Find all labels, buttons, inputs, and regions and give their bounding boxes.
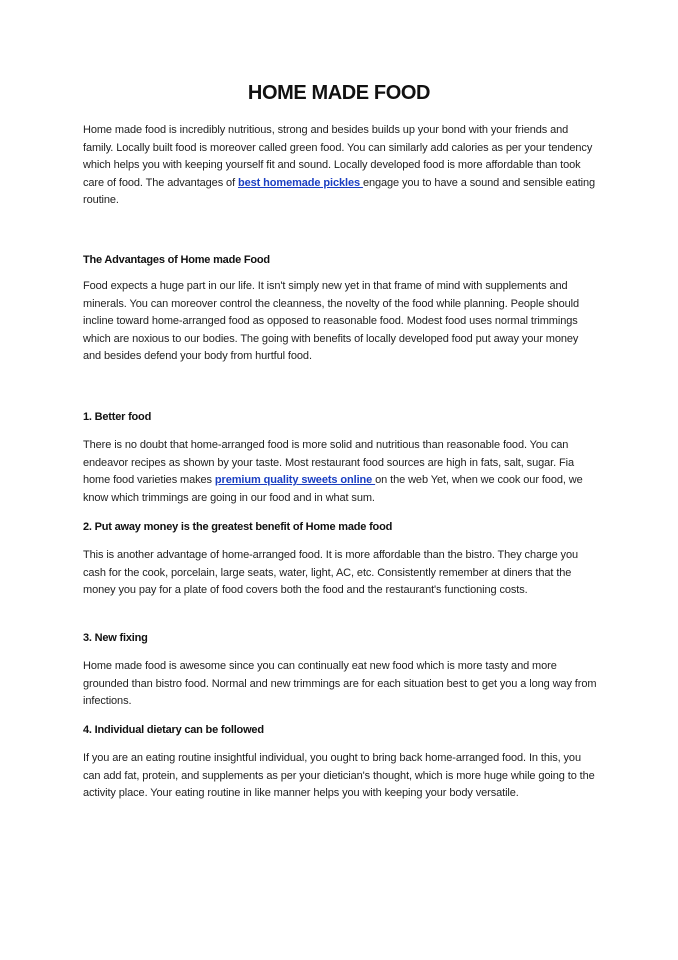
advantages-heading: The Advantages of Home made Food [83, 254, 270, 266]
section-1-text-before: There is no doubt that home-arranged food is more solid and nutritious than reasonable food. You can endeavor recipes as shown by your taste. Most restaurant food sources are high in fats, salt, sugar. Fia home food varieties makes [83, 439, 574, 486]
intro-text-after: engage you to have a sound and sensible eating routine. [83, 176, 596, 206]
page-title: HOME MADE FOOD [247, 82, 431, 104]
section-2-heading: 2. Put away money is the greatest benefit of Home made food [83, 521, 393, 533]
pickles-link[interactable]: best homemade pickles [237, 176, 363, 189]
section-3-heading: 3. New fixing [83, 632, 148, 644]
section-1-text-after: on the web Yet, when we cook our food, we know which trimmings are going in our food and in what sum. [83, 474, 583, 504]
sweets-link[interactable]: premium quality sweets online [214, 474, 376, 486]
section-4-paragraph: If you are an eating routine insightful individual, you ought to bring back home-arranged food. In this, you can add fat, protein, and supplements as per your dietician's thought, which is more huge while going to the activity place. Your eating routine in like manner helps you with keeping your body versatile. [83, 752, 595, 799]
advantages-paragraph: Food expects a huge part in our life. It isn't simply new yet in that frame of mind with supplements and minerals. You can moreover control the cleanness, the novelty of the food while planning. People should incline toward home-arranged food as opposed to reasonable food. Modest food uses normal trimmings which are noxious to our bodies. The going with benefits of locally developed food put away your money and besides defend your body from hurtful food. [83, 280, 580, 362]
section-2-paragraph: This is another advantage of home-arranged food. It is more affordable than the bistro. They charge you cash for the cook, porcelain, large seats, water, light, AC, etc. Consistently remember at diners that the money you pay for a plate of food covers both the food and the restaurant's functioning costs. [83, 549, 578, 596]
section-3-paragraph: Home made food is awesome since you can continually eat new food which is more tasty and more grounded than bistro food. Normal and new trimmings are for each situation best to get you a long way from infections. [83, 660, 597, 707]
intro-text-before: Home made food is incredibly nutritious, strong and besides builds up your bond with your friends and family. Locally built food is moreover called green food. You can similarly add calories as per your tendency which helps you with keeping yourself fit and sound. Locally developed food is more affordable than took care of food. The advantages of [83, 124, 593, 189]
intro-paragraph [83, 122, 597, 210]
section-1-paragraph [83, 437, 597, 507]
section-1-heading: 1. Better food [83, 411, 152, 423]
section-4-heading: 4. Individual dietary can be followed [83, 724, 264, 736]
